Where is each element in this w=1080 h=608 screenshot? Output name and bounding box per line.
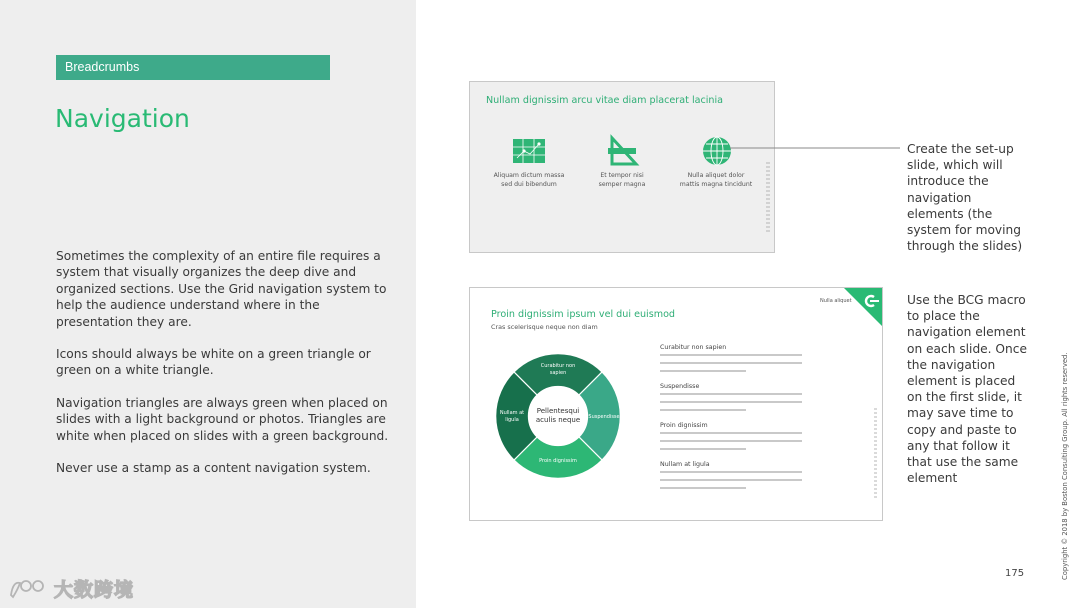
setup-slide-title: Nullam dignissim arcu vitae diam placerat lacinia (486, 95, 724, 106)
macro-section-2: Suspendisse (660, 383, 810, 417)
wheel-center-line-1: Pellentesqui (536, 407, 580, 415)
body-paragraph-2: Icons should always be white on a green triangle or green on a white triangle. (56, 347, 371, 378)
copyright-notice: Copyright © 2018 by Boston Consulting Group. All rights reserved. (1061, 352, 1069, 580)
setup-callout: Create the set-up slide, which will introduce the navigation elements (the system for moving through the slides) (907, 142, 1023, 254)
macro-section-4: Nullam at ligula (660, 461, 810, 495)
macro-callout: Use the BCG macro to place the navigation element on each slide. Once the navigation element is placed on the first slide, it may save time to copy and paste to any that follow it that use the same element (907, 293, 1027, 486)
page-number: 175 (1005, 568, 1025, 579)
breadcrumb-bar: Breadcrumbs (56, 55, 330, 80)
wheel-label-left-2: ligula (505, 417, 519, 423)
wheel-label-top-2: sapien (549, 370, 567, 376)
macro-section-1: Curabitur non sapien (660, 344, 810, 378)
nav-corner-label: Nulla aliquet (820, 298, 852, 304)
wheel-center-line-2: aculis neque (535, 416, 581, 424)
body-paragraph-1: Sometimes the complexity of an entire file requires a system that visually organizes the deep dive and organized sections. Use the Grid navigation system to help the audience understand where in the presentation they are. (56, 249, 387, 329)
setup-item-3-caption: Nulla aliquet dolor mattis magna tincidunt (679, 172, 753, 188)
body-paragraph-3: Navigation triangles are always green when placed on slides with a light background or photos. Triangles are white when placed on slides with a green background. (56, 396, 389, 443)
wheel-label-top-1: Curabitur non (540, 363, 576, 369)
macro-slide-subtitle: Cras scelerisque neque non diam (491, 323, 598, 331)
macro-section-3: Proin dignissim (660, 422, 810, 456)
wheel-label-bottom: Proin dignissim (539, 458, 577, 464)
setup-item-1-caption: Aliquam dictum massa sed dui bibendum (493, 172, 565, 188)
wheel-label-left-1: Nullam at (499, 410, 525, 416)
macro-slide-title: Proin dignissim ipsum vel dui euismod (491, 309, 676, 320)
setup-item-2-caption: Et tempor nisi semper magna (598, 172, 646, 188)
wheel-label-right: Suspendisse (588, 414, 620, 420)
body-paragraph-4: Never use a stamp as a content navigation system. (56, 461, 371, 475)
page-title: Navigation (55, 104, 190, 133)
watermark-text: 大数跨境 (54, 578, 135, 601)
